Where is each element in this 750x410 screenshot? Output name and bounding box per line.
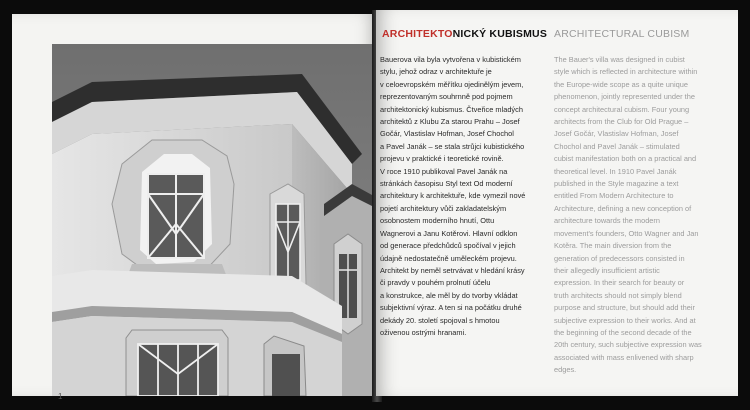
czech-heading-accent: ARCHITEKTO — [382, 28, 453, 40]
right-page — [376, 10, 738, 396]
english-line: purpose and structure, but should add their — [554, 303, 695, 313]
czech-line: oživenou ostrými hranami. — [380, 327, 467, 337]
czech-line: stránkách časopisu Styl text Od moderní — [380, 179, 513, 189]
english-line: architecture towards the modern — [554, 216, 660, 226]
left-page — [12, 14, 378, 401]
english-line: the Europe-wide scope as a quite unique — [554, 79, 688, 89]
czech-line: a Pavel Janák – se stala strůjci kubistického — [380, 141, 525, 151]
czech-line: reprezentovaným souhrnně pod pojmem — [380, 92, 513, 102]
english-line: Architecture, defining a new conception of — [554, 203, 692, 213]
czech-line: V roce 1910 publikoval Pavel Janák na — [380, 166, 508, 176]
czech-line: Architekt by neměl setrvávat v hledání krásy — [380, 265, 525, 275]
english-line: the beginning of the second decade of the — [554, 327, 692, 337]
czech-line: architektury k architektuře, kde vymezil nové — [380, 191, 526, 201]
english-line: cubist manifestation both on a practical and — [554, 154, 697, 164]
czech-line: v celoevropském měřítku ojedinělým jevem, — [380, 79, 524, 89]
english-line: truth architects should not simply blend — [554, 290, 682, 300]
czech-line: subjektivní výraz. A ten si na počátku druhé — [380, 303, 522, 313]
czech-line: stylu, jehož odraz v architektuře je — [380, 67, 492, 77]
czech-heading — [382, 28, 548, 40]
czech-line: architektů z Klubu Za starou Prahu – Josef — [380, 117, 520, 127]
czech-line: či pravdy v pouhém prolnutí účelu — [380, 278, 491, 288]
czech-line: architektonický kubismus. Čtveřice mladých — [380, 104, 523, 114]
english-line: entitled From Modern Architecture to — [554, 191, 674, 201]
english-line: associated with mass enlivened with sharp — [554, 352, 694, 362]
english-line: Kotěra. The main diversion from the — [554, 241, 672, 251]
page-number: 1 — [58, 392, 63, 401]
czech-line: Gočár, Vlastislav Hofman, Josef Chochol — [380, 129, 514, 139]
english-line: subjective expression to their works. And at — [554, 315, 696, 325]
english-line: concept architectural cubism. Four young — [554, 104, 690, 114]
czech-line: projevu v praktické i teoretické rovině. — [380, 154, 504, 164]
english-heading: ARCHITECTURAL CUBISM — [554, 28, 690, 40]
czech-body-text — [380, 54, 544, 339]
czech-line: a konstrukce, ale měl by do tvorby vkládat — [380, 290, 518, 300]
english-line: generation of predecessors consisted in — [554, 253, 685, 263]
english-line: The Bauer's villa was designed in cubist — [554, 55, 685, 64]
czech-line: Bauerova vila byla vytvořena v kubistickém — [380, 55, 521, 64]
english-line: theoretical level. In 1910 Pavel Janák — [554, 166, 677, 176]
czech-line: údajně nedostatečně uměleckém projevu. — [380, 253, 517, 263]
english-line: edges. — [554, 365, 577, 375]
villa-facade-image — [52, 44, 392, 396]
english-line: their allegedly insufficient artistic — [554, 265, 660, 275]
czech-line: pojetí architektury vůči zakladatelským — [380, 203, 507, 213]
villa-photo — [52, 44, 392, 396]
czech-line: osobnostem moderního hnutí, Ottu — [380, 216, 495, 226]
czech-heading-rest: NICKÝ KUBISMUS — [452, 28, 548, 40]
czech-line: Wagnerovi a Janu Kotěrovi. Hlavní odklon — [380, 228, 518, 238]
english-line: expression. In their search for beauty or — [554, 278, 685, 288]
english-body-text — [554, 54, 734, 377]
english-line: style which is reflected in architecture within — [554, 67, 698, 77]
english-line: Josef Gočár, Vlastislav Hofman, Josef — [554, 129, 679, 139]
english-line: movement's founders, Otto Wagner and Jan — [554, 228, 699, 238]
english-line: architects from the Club for Old Prague – — [554, 117, 689, 127]
czech-line: od generace předchůdců spočíval v jejich — [380, 241, 516, 251]
czech-line: dekády 20. století spojoval s hmotou — [380, 315, 500, 325]
english-line: 20th century, such subjective expression was — [554, 340, 702, 350]
english-line: phenomenon, jointly represented under the — [554, 92, 695, 102]
english-line: Chochol and Pavel Janák – stimulated — [554, 141, 680, 151]
english-line: published in the Style magazine a text — [554, 179, 679, 189]
